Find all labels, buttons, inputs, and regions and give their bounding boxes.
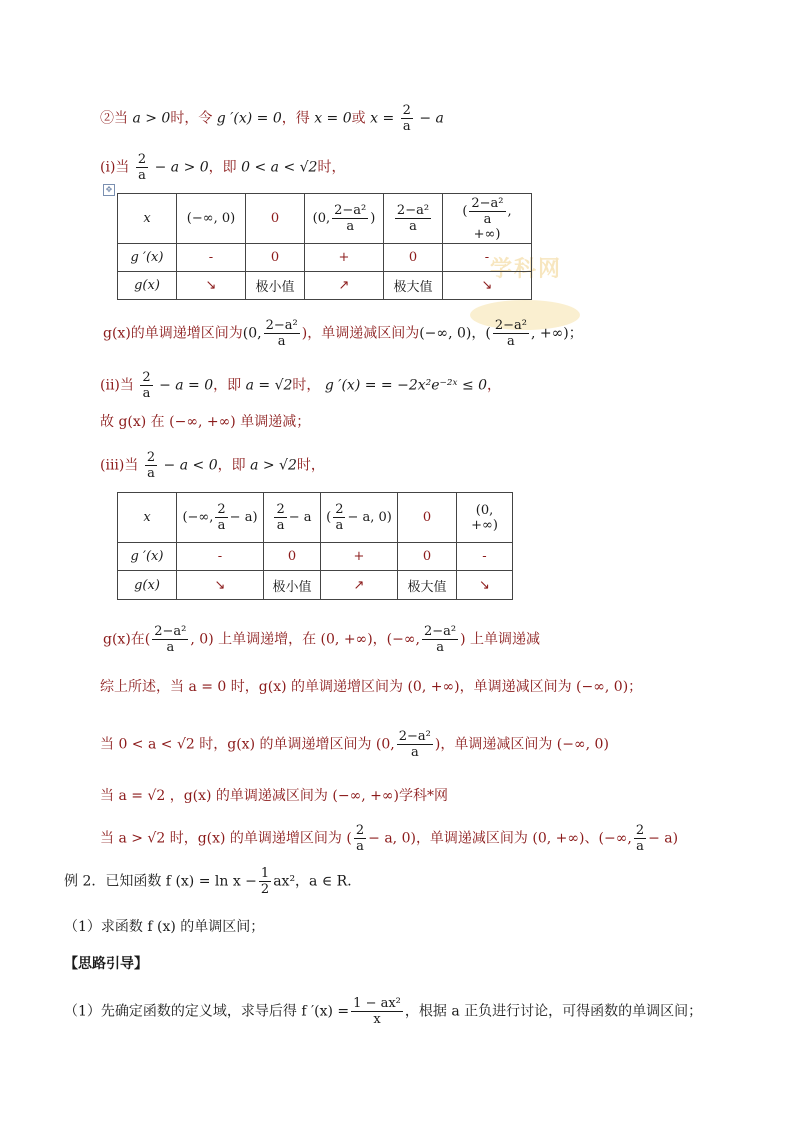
case2-prefix: ②当 <box>100 110 128 127</box>
table2-cell: - <box>177 543 264 571</box>
case2-root2-right: − a <box>419 110 444 127</box>
table2-cell: $\frac{2}{a}$ − a <box>264 493 321 543</box>
table1-cell: 0 <box>384 244 443 272</box>
table2-cell: 0 <box>264 543 321 571</box>
table-move-handle-icon[interactable]: ✥ <box>103 184 115 196</box>
case2-mid2: ，得 <box>281 110 310 127</box>
table1-cell: 极小值 <box>246 272 305 300</box>
case2-root2-left: x = <box>370 110 395 127</box>
watermark-mark: 学科网 <box>490 257 563 282</box>
table2-cell: ↘ <box>457 571 513 600</box>
case2-cond: a > 0 <box>132 110 171 127</box>
sub1-line <box>100 152 345 183</box>
table2-cell: 极大值 <box>398 571 457 600</box>
case2-fraction: $\frac{2}{a}$ <box>402 103 411 134</box>
table2-cell: ↘ <box>177 571 264 600</box>
sub1-fraction: $\frac{2}{a}$ <box>137 152 147 183</box>
table2-row-deriv <box>118 543 513 571</box>
table2-cell: g(x) <box>118 571 177 600</box>
sub1-ineq: − a > 0 <box>154 159 209 176</box>
table2-cell: - <box>457 543 513 571</box>
table1-cell: $\frac{\text{2−a²}}{a}$ <box>384 194 443 244</box>
table2-cell: ( $\frac{2}{a}$ − a, 0) <box>321 493 398 543</box>
sub1-label: (ⅰ)当 <box>100 159 130 176</box>
sub2-line: (ii)当 $\frac{2}{a}$ − a = 0，即 a = √2时， g ′(x) = = −2x²e⁻²ˣ ≤ 0， <box>100 370 502 401</box>
table1-cell: g ′(x) <box>118 244 177 272</box>
table1-cell: x <box>118 194 177 244</box>
table2-cell: g ′(x) <box>118 543 177 571</box>
table1-cell: - <box>177 244 246 272</box>
hint-line: （1）先确定函数的定义域，求导后得 f ′(x) = $\frac{\text{1 − ax²}}{x}$ ，根据 a 正负进行讨论，可得函数的单调区间； <box>64 996 703 1027</box>
table2-cell: 0 <box>398 493 457 543</box>
table2 <box>117 492 513 600</box>
table1-cell: 0 <box>246 194 305 244</box>
table1-cell: (−∞, 0) <box>177 194 246 244</box>
table2-row-g <box>118 571 513 600</box>
example2-line: 例 2．已知函数 f (x) = ln x − $\frac{1}{2}$ ax²，a ∈ R． <box>64 866 362 897</box>
table2-cell: x <box>118 493 177 543</box>
sub2b-line: 故 g(x) 在 (−∞, +∞) 单调递减； <box>100 414 311 430</box>
table1-row-g <box>118 272 532 300</box>
table2-cell: (−∞, $\frac{2}{a}$ − a) <box>177 493 264 543</box>
conc1-line: g(x)的单调递增区间为(0, $\frac{\text{2−a²}}{a}$ )，单调递减区间为(−∞, 0)，( $\frac{\text{2−a²}}{a}$ , +∞)； <box>103 318 583 349</box>
table1-cell: (0, $\frac{\text{2−a²}}{a}$ ) <box>305 194 384 244</box>
table1-cell: ( $\frac{\text{2−a²}}{a}$ , +∞) <box>443 194 532 244</box>
table1-cell: ↘ <box>443 272 532 300</box>
sub1-suffix: 时， <box>317 159 346 176</box>
table2-cell: ↗ <box>321 571 398 600</box>
table2-cell: + <box>321 543 398 571</box>
table1-cell: 0 <box>246 244 305 272</box>
table1-row-deriv <box>118 244 532 272</box>
question1: （1）求函数 f (x) 的单调区间； <box>64 919 265 935</box>
sub3-line: (iii)当 $\frac{2}{a}$ − a < 0，即 a > √2时， <box>100 450 325 481</box>
table1-cell: g(x) <box>118 272 177 300</box>
table2-cell: 0 <box>398 543 457 571</box>
conc3-line: g(x)在( $\frac{\text{2−a²}}{a}$ , 0) 上单调递增，在 (0, +∞)，(−∞, $\frac{\text{2−a²}}{a}$ ) 上单调递减 <box>103 624 541 655</box>
summary-line1: 综上所述，当 a = 0 时，g(x) 的单调递增区间为 (0, +∞)，单调递减区间为 (−∞, 0)； <box>100 679 643 695</box>
case2-root1: x = 0 <box>314 110 352 127</box>
hint-title: 【思路引导】 <box>64 956 148 972</box>
table1-cell: ↗ <box>305 272 384 300</box>
summary-line3: 当 a = √2 ，g(x) 的单调递减区间为 (−∞, +∞)学科*网 <box>100 788 448 804</box>
summary-line4: 当 a > √2 时，g(x) 的单调递增区间为 ( $\frac{2}{a}$ − a, 0)，单调递减区间为 (0, +∞)、(−∞, $\frac{2}{a}$ − a) <box>100 823 679 854</box>
table1-cell: + <box>305 244 384 272</box>
table2-cell: (0, +∞) <box>457 493 513 543</box>
case2-line <box>100 103 444 134</box>
table1-cell: ↘ <box>177 272 246 300</box>
case2-eq: g ′(x) = 0 <box>216 110 282 127</box>
case2-mid: 时，令 <box>170 110 213 127</box>
table2-cell: 极小值 <box>264 571 321 600</box>
table1-cell: - <box>443 244 532 272</box>
table1-row-x <box>118 194 532 244</box>
table2-row-x <box>118 493 513 543</box>
table1-cell: 极大值 <box>384 272 443 300</box>
sub1-range: 0 < a < √2 <box>241 159 318 176</box>
sub1-then: ，即 <box>208 159 237 176</box>
table1 <box>117 193 532 300</box>
summary-line2: 当 0 < a < √2 时，g(x) 的单调递增区间为 (0, $\frac{\text{2−a²}}{a}$ )，单调递减区间为 (−∞, 0) <box>100 729 609 760</box>
case2-or: 或 <box>351 110 366 127</box>
